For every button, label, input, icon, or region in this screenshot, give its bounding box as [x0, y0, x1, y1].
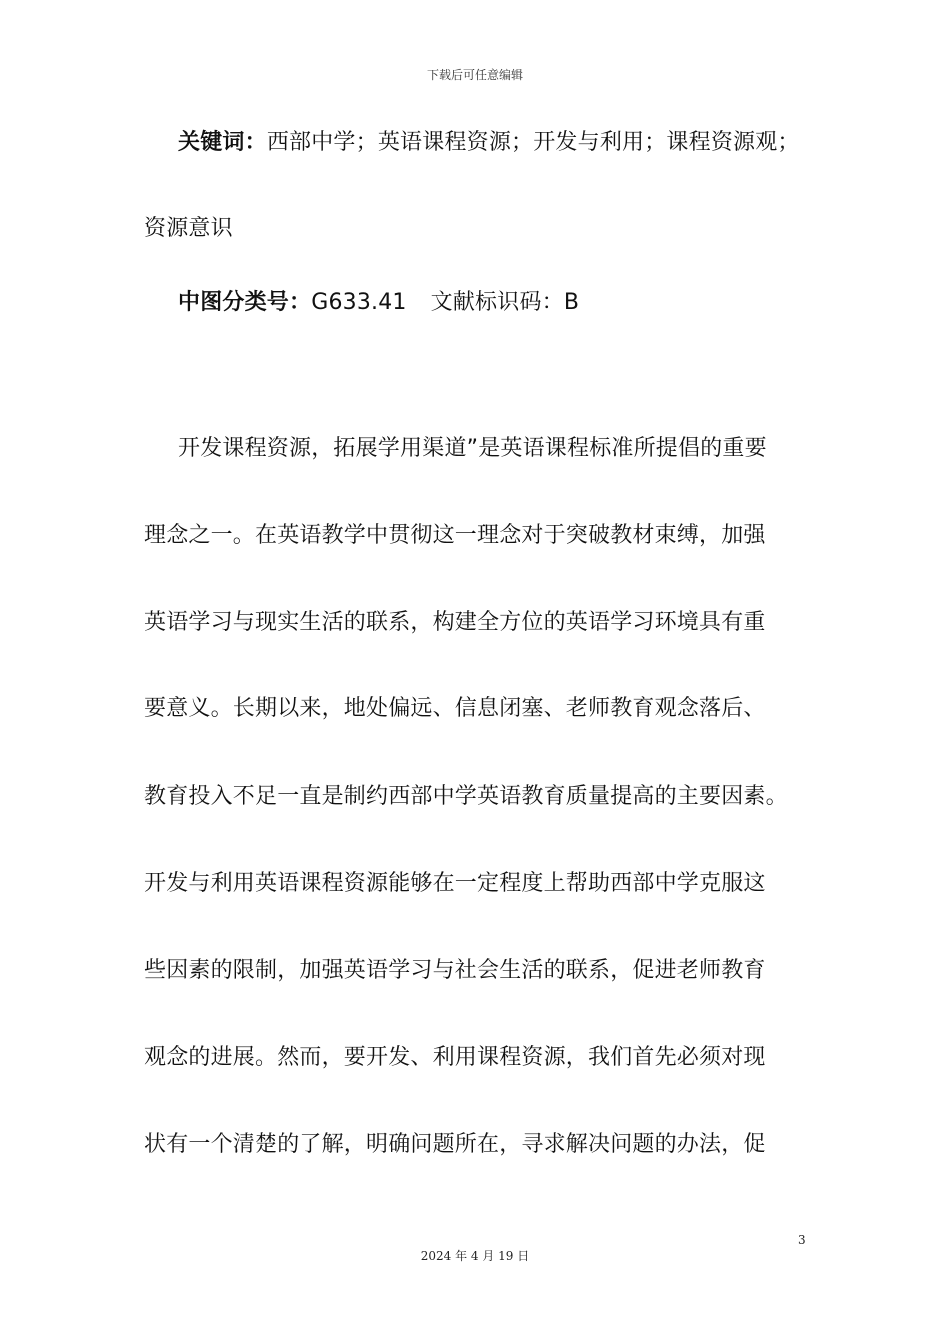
keywords-continuation: 资源意识 [144, 216, 233, 241]
body-line: 教育投入不足一直是制约西部中学英语教育质量提高的主要因素。 [144, 784, 788, 809]
keywords-label: 关键词： [178, 130, 267, 155]
page-number: 3 [798, 1233, 806, 1247]
classification-label: 中图分类号： [178, 290, 312, 315]
body-line: 观念的进展。然而，要开发、利用课程资源，我们首先必须对现 [144, 1045, 766, 1070]
keywords-line [178, 128, 800, 158]
body-line: 开发课程资源，拓展学用渠道”是英语课程标准所提倡的重要 [178, 436, 767, 461]
document-code: 文献标识码：B [430, 290, 580, 315]
footer-date: 2024 年 4 月 19 日 [420, 1249, 530, 1263]
body-line: 英语学习与现实生活的联系，构建全方位的英语学习环境具有重 [144, 610, 766, 635]
body-line: 状有一个清楚的了解，明确问题所在，寻求解决问题的办法，促 [144, 1132, 766, 1157]
classification-code: G633.41 [311, 290, 407, 315]
body-line: 要意义。长期以来，地处偏远、信息闭塞、老师教育观念落后、 [144, 696, 766, 721]
classification-line [178, 288, 579, 318]
page-header: 下载后可任意编辑 [426, 68, 523, 82]
body-line: 开发与利用英语课程资源能够在一定程度上帮助西部中学克服这 [144, 871, 766, 896]
body-line: 些因素的限制，加强英语学习与社会生活的联系，促进老师教育 [144, 958, 766, 983]
body-line: 理念之一。在英语教学中贯彻这一理念对于突破教材束缚，加强 [144, 523, 766, 548]
keywords-text: 西部中学；英语课程资源；开发与利用；课程资源观； [266, 130, 800, 155]
